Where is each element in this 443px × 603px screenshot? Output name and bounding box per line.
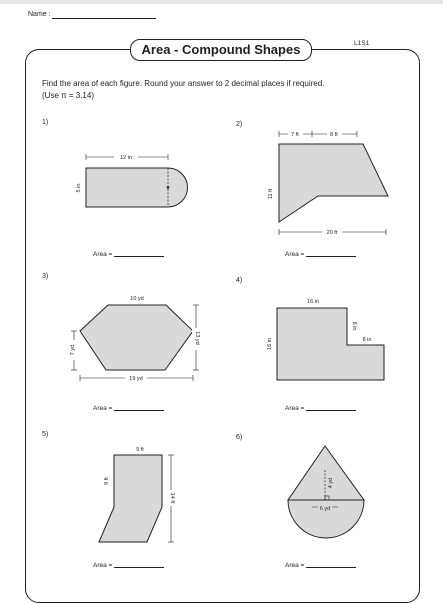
instructions-line-2: (Use π = 3.14) xyxy=(42,91,94,100)
problem-2-number: 2) xyxy=(236,121,243,128)
fig2-dim-a: 7 ft xyxy=(291,132,299,138)
fig3-dim-left: 7 yd xyxy=(70,344,76,356)
instructions-line-1: Find the area of each figure. Round your answer to 2 decimal places if required. xyxy=(42,79,325,88)
fig5-dim-right: 14 ft xyxy=(169,492,175,504)
figure-2-shape xyxy=(279,144,388,222)
answer-label: Area = xyxy=(93,562,113,569)
answer-label: Area = xyxy=(285,405,305,412)
answer-label: Area = xyxy=(285,251,305,258)
fig5-dim-left: 9 ft xyxy=(104,477,110,485)
fig4-dim-top: 16 in xyxy=(307,299,319,305)
answer-label: Area = xyxy=(93,405,113,412)
fig4-dim-inner-v: 8 in xyxy=(351,321,357,331)
worksheet-code: L1S1 xyxy=(354,40,370,47)
figure-1 xyxy=(76,153,188,207)
figure-3-shape xyxy=(80,305,193,370)
answer-label: Area = xyxy=(285,562,305,569)
fig6-dim-base: 6 yd xyxy=(319,506,331,512)
answer-label: Area = xyxy=(93,251,113,258)
figure-6 xyxy=(288,446,364,538)
problem-1-number: 1) xyxy=(42,119,49,126)
problem-6-number: 6) xyxy=(236,434,243,441)
figure-5-shape xyxy=(99,455,162,542)
figure-3 xyxy=(70,296,200,382)
fig4-dim-inner-h: 8 in xyxy=(362,337,372,343)
fig2-dim-base: 20 ft xyxy=(326,230,338,236)
figure-1-shape xyxy=(86,168,188,207)
figure-4-shape xyxy=(277,308,384,380)
problem-4-number: 4) xyxy=(236,277,243,284)
fig3-dim-top: 10 yd xyxy=(130,296,144,302)
problem-5-number: 5) xyxy=(42,431,49,438)
fig6-dim-height: 4 yd xyxy=(328,477,334,489)
fig3-dim-right: 13 yd xyxy=(194,331,200,345)
figure-2 xyxy=(268,130,388,236)
fig5-dim-top: 9 ft xyxy=(136,447,144,453)
fig3-dim-bottom: 19 yd xyxy=(129,376,143,382)
figure-6-triangle xyxy=(288,446,364,500)
worksheet-title: Area - Compound Shapes xyxy=(130,39,312,61)
name-label: Name : xyxy=(28,11,51,18)
fig1-dim-top: 12 in xyxy=(120,155,132,161)
fig1-dim-side: 5 in xyxy=(76,183,82,193)
fig2-dim-b: 8 ft xyxy=(330,132,338,138)
figure-4 xyxy=(267,299,384,380)
figure-5 xyxy=(99,447,175,542)
problem-3-number: 3) xyxy=(42,273,49,280)
fig2-dim-height: 11 ft xyxy=(268,188,274,200)
fig4-dim-left: 16 in xyxy=(267,338,273,350)
